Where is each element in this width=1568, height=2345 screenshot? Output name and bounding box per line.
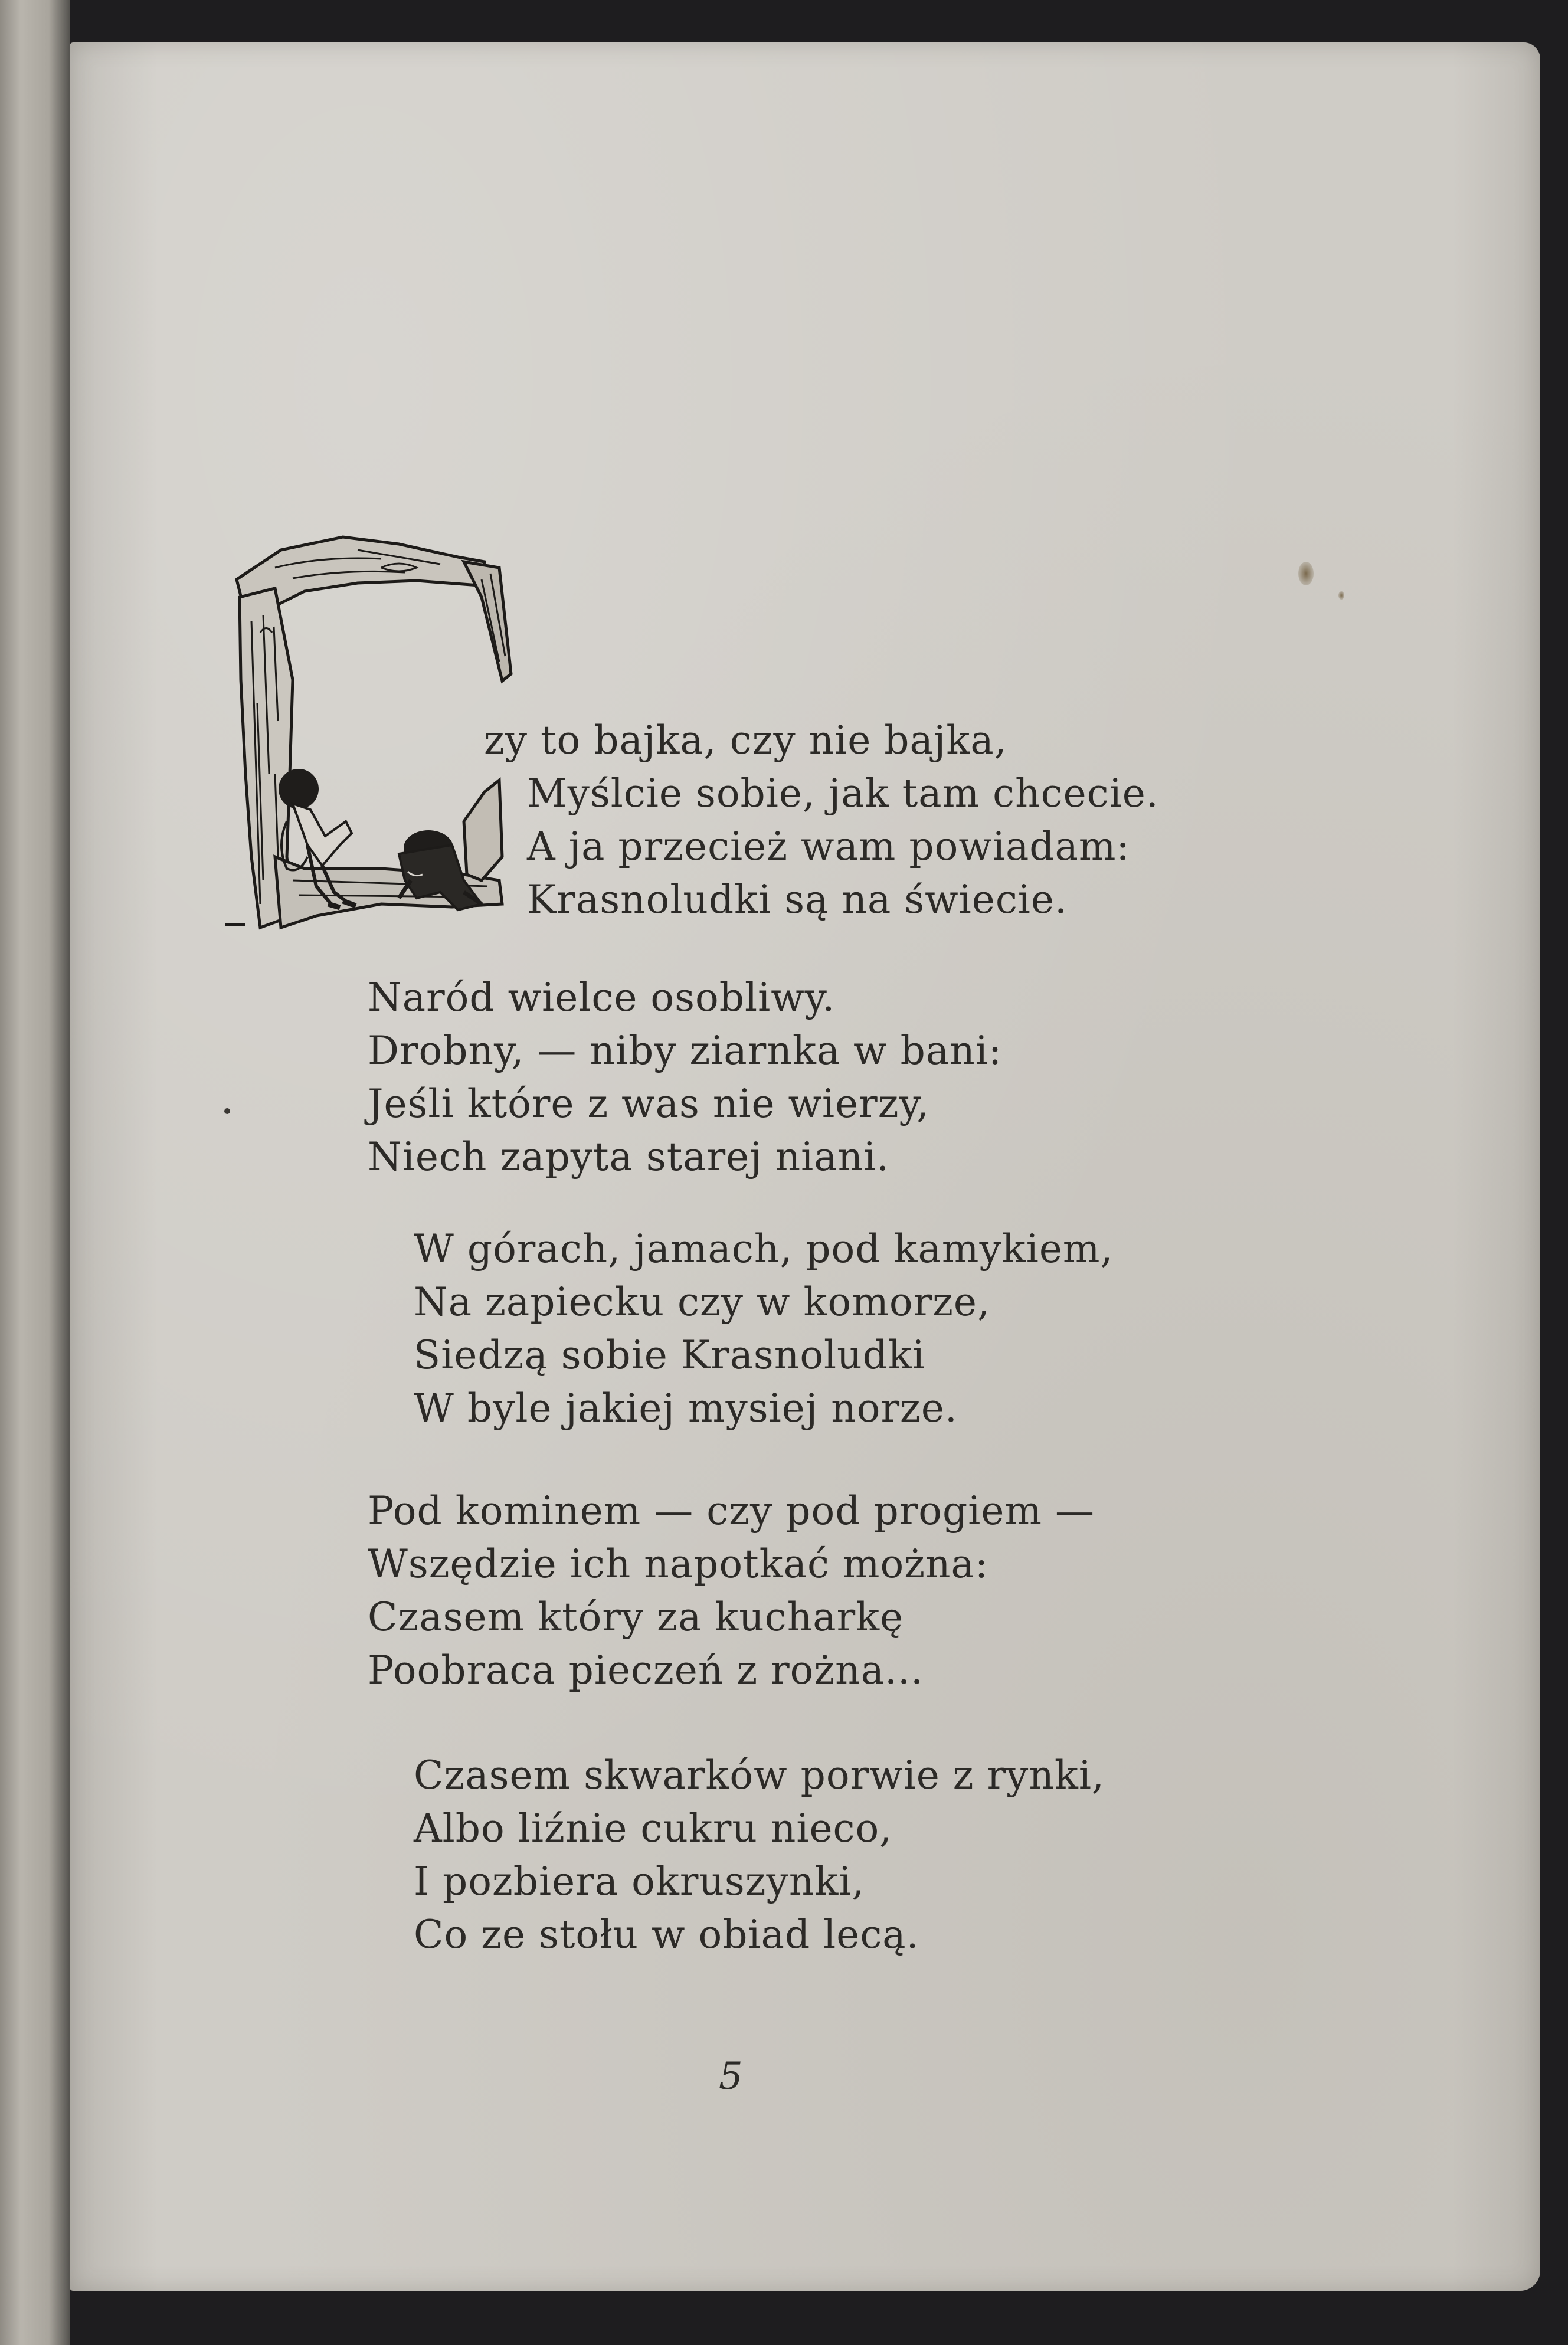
poem-line: zy to bajka, czy nie bajka,: [484, 718, 1007, 763]
poem-line: I pozbiera okruszynki,: [414, 1859, 865, 1904]
poem-line: Na zapiecku czy w komorze,: [414, 1279, 990, 1325]
poem-line: Siedzą sobie Krasnoludki: [414, 1332, 926, 1378]
poem-line: Poobraca pieczeń z rożna...: [368, 1648, 924, 1693]
poem-line: Pod kominem — czy pod progiem —: [368, 1488, 1095, 1534]
poem-line: Czasem skwarków porwie z rynki,: [414, 1753, 1105, 1798]
poem-line: Krasnoludki są na świecie.: [527, 877, 1068, 922]
paper-stain: [1298, 562, 1314, 585]
paper-mark: [224, 1108, 230, 1114]
left-page-edge: [0, 0, 70, 2345]
poem-line: Myślcie sobie, jak tam chcecie.: [527, 771, 1159, 816]
poem-line: Niech zapyta starej niani.: [368, 1134, 890, 1180]
poem-line: Czasem który za kucharkę: [368, 1594, 904, 1640]
poem-line: Jeśli które z was nie wierzy,: [368, 1081, 930, 1126]
poem-line: W górach, jamach, pod kamykiem,: [414, 1226, 1114, 1272]
book-page: [70, 42, 1540, 2291]
poem-line: Wszędzie ich napotkać można:: [368, 1541, 989, 1587]
poem-line: A ja przecież wam powiadam:: [527, 824, 1130, 869]
poem-line: Drobny, — niby ziarnka w bani:: [368, 1028, 1003, 1073]
poem-line: Co ze stołu w obiad lecą.: [414, 1912, 919, 1957]
poem-line: Naród wielce osobliwy.: [368, 975, 836, 1020]
page-number: 5: [719, 2055, 743, 2098]
poem-line: W byle jakiej mysiej norze.: [414, 1386, 958, 1431]
paper-stain: [1338, 591, 1344, 600]
poem-line: Albo liźnie cukru nieco,: [414, 1806, 893, 1851]
